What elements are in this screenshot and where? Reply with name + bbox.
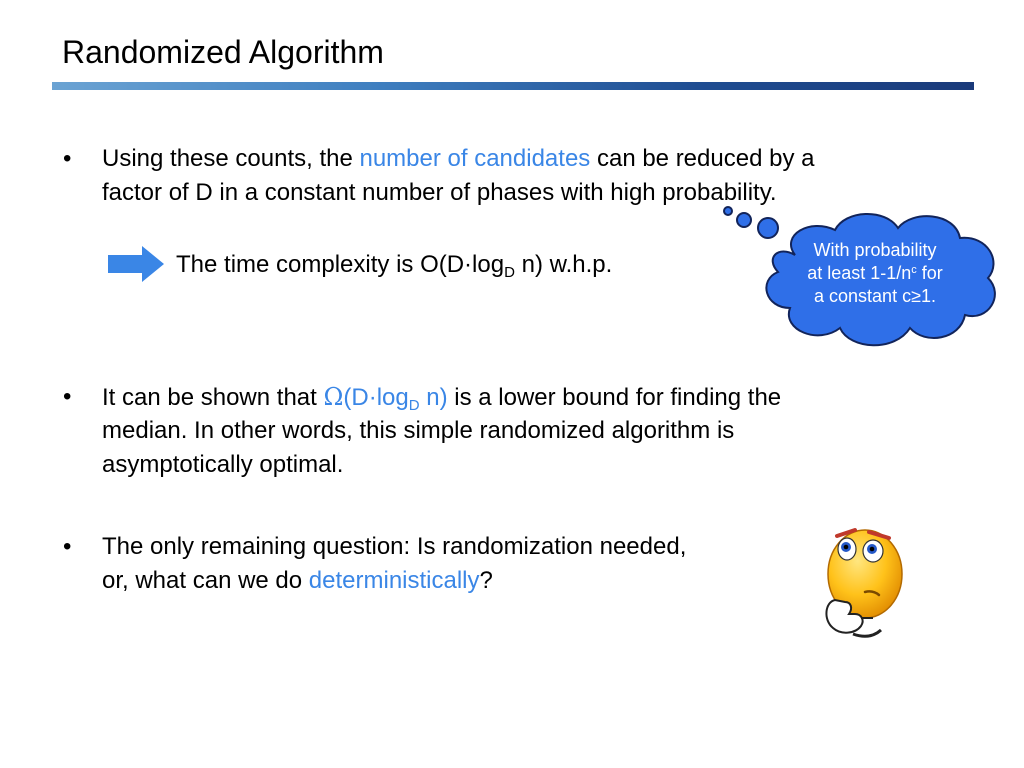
bullet-1-line-1: Using these counts, the number of candidates can be reduced by a [102, 145, 815, 172]
bullet-3-line-2: or, what can we do deterministically? [102, 567, 493, 594]
highlight-deterministically: deterministically [308, 567, 480, 594]
time-complexity-statement: The time complexity is $O(D\cdot\log_D$ n) w.h.p. [176, 251, 613, 281]
highlight-number-of-candidates: number of candidates [359, 145, 591, 172]
bullet-marker-1: • [63, 145, 72, 172]
bullet-1-line-2: factor of D in a constant number of phases with high probability. [102, 179, 777, 206]
right-arrow-icon [108, 246, 164, 282]
thinking-face-icon [815, 522, 910, 640]
highlight-lower-bound: $\Omega(D\cdot\log_D$ n) [323, 383, 448, 414]
bullet-marker-3: • [63, 533, 72, 560]
slide-title: Randomized Algorithm [62, 34, 384, 70]
title-underline [52, 82, 974, 90]
bullet-marker-2: • [63, 383, 72, 410]
bullet-2-line-3: asymptotically optimal. [102, 451, 344, 478]
thought-bubble-text: With probability at least $1-1/n^c$ for a constant c≥1. [807, 240, 943, 306]
bullet-2-line-2: median. In other words, this simple randomized algorithm is [102, 417, 735, 444]
bullet-2-line-1: It can be shown that $\Omega(D\cdot\log_D$ n) is a lower bound for finding the [102, 383, 782, 414]
bullet-3-line-1: The only remaining question: Is randomization needed, [102, 533, 687, 560]
